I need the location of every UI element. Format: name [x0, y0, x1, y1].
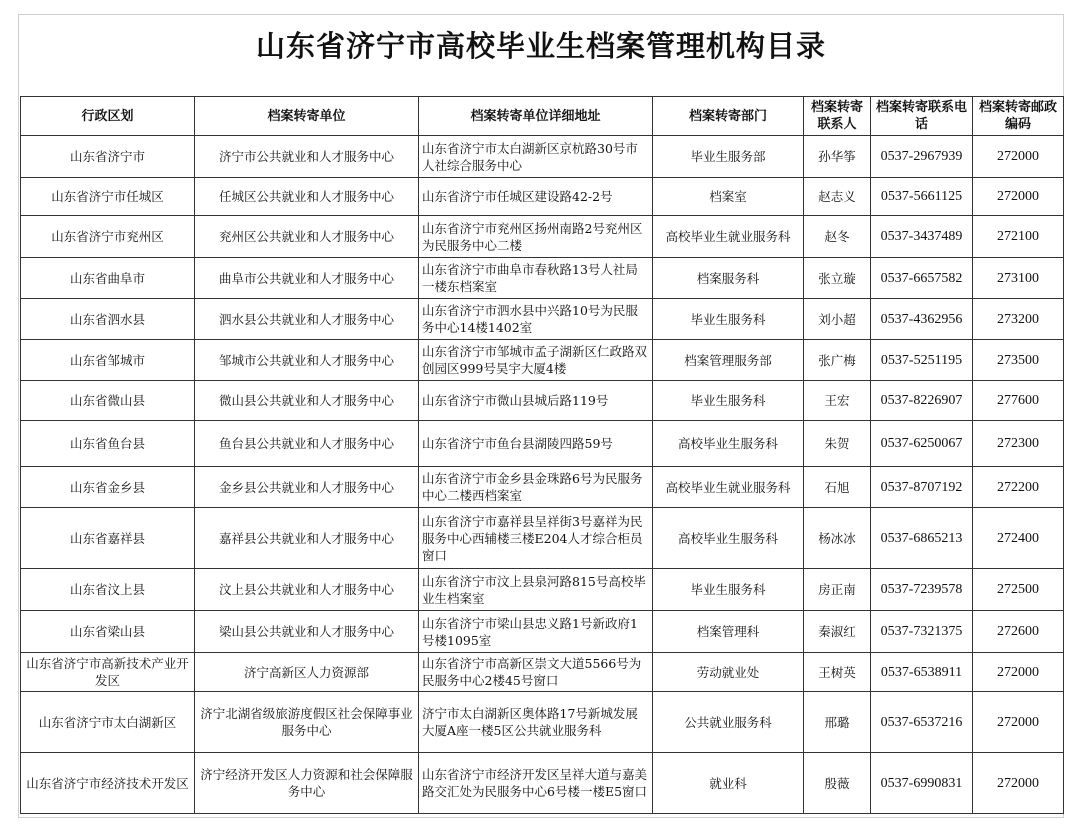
cell-phone: 0537-2967939: [871, 136, 973, 178]
cell-contact: 王宏: [804, 381, 871, 421]
cell-zip: 272000: [973, 136, 1064, 178]
header-phone: 档案转寄联系电话: [871, 97, 973, 136]
cell-contact: 王树英: [804, 653, 871, 692]
cell-region: 山东省济宁市太白湖新区: [21, 692, 195, 753]
cell-phone: 0537-6538911: [871, 653, 973, 692]
cell-zip: 272400: [973, 508, 1064, 569]
cell-dept: 毕业生服务部: [653, 136, 804, 178]
cell-region: 山东省金乡县: [21, 467, 195, 508]
cell-zip: 273500: [973, 340, 1064, 381]
page-title: 山东省济宁市高校毕业生档案管理机构目录: [255, 29, 826, 63]
cell-dept: 就业科: [653, 753, 804, 814]
cell-dept: 公共就业服务科: [653, 692, 804, 753]
directory-table: [20, 96, 1064, 814]
cell-contact: 石旭: [804, 467, 871, 508]
header-zip: 档案转寄邮政编码: [973, 97, 1064, 136]
cell-address: 山东省济宁市邹城市孟子湖新区仁政路双创园区999号昊宇大厦4楼: [419, 340, 653, 381]
cell-region: 山东省梁山县: [21, 611, 195, 653]
cell-zip: 272000: [973, 653, 1064, 692]
cell-phone: 0537-6250067: [871, 421, 973, 467]
cell-address: 山东省济宁市太白湖新区京杭路30号市人社综合服务中心: [419, 136, 653, 178]
cell-phone: 0537-7239578: [871, 569, 973, 611]
table-row: [21, 611, 1064, 653]
cell-region: 山东省鱼台县: [21, 421, 195, 467]
cell-region: 山东省济宁市兖州区: [21, 216, 195, 258]
cell-dept: 档案管理科: [653, 611, 804, 653]
cell-region: 山东省汶上县: [21, 569, 195, 611]
cell-dept: 毕业生服务科: [653, 381, 804, 421]
header-dept: 档案转寄部门: [653, 97, 804, 136]
cell-zip: 272200: [973, 467, 1064, 508]
cell-region: 山东省嘉祥县: [21, 508, 195, 569]
cell-zip: 272100: [973, 216, 1064, 258]
table-row: [21, 653, 1064, 692]
cell-contact: 杨冰冰: [804, 508, 871, 569]
cell-contact: 赵志义: [804, 178, 871, 216]
cell-phone: 0537-6865213: [871, 508, 973, 569]
cell-unit: 曲阜市公共就业和人才服务中心: [195, 258, 419, 299]
table-row: [21, 258, 1064, 299]
cell-phone: 0537-5251195: [871, 340, 973, 381]
cell-address: 山东省济宁市微山县城后路119号: [419, 381, 653, 421]
table-row: [21, 421, 1064, 467]
cell-unit: 任城区公共就业和人才服务中心: [195, 178, 419, 216]
cell-address: 山东省济宁市经济开发区呈祥大道与嘉美路交汇处为民服务中心6号楼一楼E5窗口: [419, 753, 653, 814]
cell-contact: 殷薇: [804, 753, 871, 814]
cell-zip: 272300: [973, 421, 1064, 467]
cell-address: 山东省济宁市金乡县金珠路6号为民服务中心二楼西档案室: [419, 467, 653, 508]
cell-contact: 孙华筝: [804, 136, 871, 178]
table-row: [21, 381, 1064, 421]
cell-phone: 0537-6537216: [871, 692, 973, 753]
cell-phone: 0537-7321375: [871, 611, 973, 653]
cell-unit: 微山县公共就业和人才服务中心: [195, 381, 419, 421]
cell-address: 山东省济宁市梁山县忠义路1号新政府1号楼1095室: [419, 611, 653, 653]
cell-dept: 高校毕业生就业服务科: [653, 467, 804, 508]
header-contact: 档案转寄联系人: [804, 97, 871, 136]
table-row: [21, 753, 1064, 814]
header-unit: 档案转寄单位: [195, 97, 419, 136]
cell-phone: 0537-5661125: [871, 178, 973, 216]
cell-phone: 0537-8226907: [871, 381, 973, 421]
cell-contact: 秦淑红: [804, 611, 871, 653]
cell-unit: 汶上县公共就业和人才服务中心: [195, 569, 419, 611]
cell-phone: 0537-6657582: [871, 258, 973, 299]
cell-zip: 272000: [973, 692, 1064, 753]
cell-unit: 邹城市公共就业和人才服务中心: [195, 340, 419, 381]
cell-address: 山东省济宁市汶上县泉河路815号高校毕业生档案室: [419, 569, 653, 611]
cell-zip: 272000: [973, 753, 1064, 814]
cell-address: 山东省济宁市嘉祥县呈祥街3号嘉祥为民服务中心西辅楼三楼E204人才综合柜员窗口: [419, 508, 653, 569]
cell-contact: 张广梅: [804, 340, 871, 381]
cell-zip: 273200: [973, 299, 1064, 340]
cell-contact: 张立璇: [804, 258, 871, 299]
cell-phone: 0537-6990831: [871, 753, 973, 814]
cell-unit: 金乡县公共就业和人才服务中心: [195, 467, 419, 508]
cell-zip: 277600: [973, 381, 1064, 421]
cell-region: 山东省济宁市: [21, 136, 195, 178]
cell-phone: 0537-4362956: [871, 299, 973, 340]
cell-phone: 0537-3437489: [871, 216, 973, 258]
cell-region: 山东省济宁市任城区: [21, 178, 195, 216]
cell-dept: 高校毕业生服务科: [653, 421, 804, 467]
cell-contact: 刘小超: [804, 299, 871, 340]
cell-contact: 朱贺: [804, 421, 871, 467]
header-row: [21, 97, 1064, 136]
cell-address: 济宁市太白湖新区奥体路17号新城发展大厦A座一楼5区公共就业服务科: [419, 692, 653, 753]
cell-dept: 毕业生服务科: [653, 299, 804, 340]
table-row: [21, 178, 1064, 216]
cell-region: 山东省曲阜市: [21, 258, 195, 299]
cell-zip: 272600: [973, 611, 1064, 653]
cell-dept: 毕业生服务科: [653, 569, 804, 611]
cell-zip: 272000: [973, 178, 1064, 216]
cell-unit: 济宁高新区人力资源部: [195, 653, 419, 692]
cell-unit: 兖州区公共就业和人才服务中心: [195, 216, 419, 258]
cell-dept: 高校毕业生服务科: [653, 508, 804, 569]
cell-unit: 济宁经济开发区人力资源和社会保障服务中心: [195, 753, 419, 814]
cell-dept: 档案室: [653, 178, 804, 216]
cell-address: 山东省济宁市兖州区扬州南路2号兖州区为民服务中心二楼: [419, 216, 653, 258]
cell-address: 山东省济宁市泗水县中兴路10号为民服务中心14楼1402室: [419, 299, 653, 340]
cell-dept: 档案管理服务部: [653, 340, 804, 381]
table-row: [21, 467, 1064, 508]
table-row: [21, 216, 1064, 258]
cell-region: 山东省微山县: [21, 381, 195, 421]
cell-region: 山东省邹城市: [21, 340, 195, 381]
cell-address: 山东省济宁市高新区崇文大道5566号为民服务中心2楼45号窗口: [419, 653, 653, 692]
header-address: 档案转寄单位详细地址: [419, 97, 653, 136]
cell-unit: 嘉祥县公共就业和人才服务中心: [195, 508, 419, 569]
header-region: 行政区划: [21, 97, 195, 136]
cell-contact: 邢璐: [804, 692, 871, 753]
cell-region: 山东省泗水县: [21, 299, 195, 340]
cell-address: 山东省济宁市任城区建设路42-2号: [419, 178, 653, 216]
cell-unit: 泗水县公共就业和人才服务中心: [195, 299, 419, 340]
table-row: [21, 692, 1064, 753]
cell-zip: 273100: [973, 258, 1064, 299]
cell-dept: 档案服务科: [653, 258, 804, 299]
cell-contact: 房正南: [804, 569, 871, 611]
cell-unit: 济宁市公共就业和人才服务中心: [195, 136, 419, 178]
table-row: [21, 340, 1064, 381]
cell-unit: 济宁北湖省级旅游度假区社会保障事业服务中心: [195, 692, 419, 753]
cell-region: 山东省济宁市高新技术产业开发区: [21, 653, 195, 692]
table-body: [21, 136, 1064, 814]
cell-region: 山东省济宁市经济技术开发区: [21, 753, 195, 814]
cell-phone: 0537-8707192: [871, 467, 973, 508]
table-row: [21, 569, 1064, 611]
cell-unit: 鱼台县公共就业和人才服务中心: [195, 421, 419, 467]
cell-contact: 赵冬: [804, 216, 871, 258]
table-row: [21, 136, 1064, 178]
table-row: [21, 299, 1064, 340]
cell-unit: 梁山县公共就业和人才服务中心: [195, 611, 419, 653]
cell-dept: 劳动就业处: [653, 653, 804, 692]
cell-address: 山东省济宁市曲阜市春秋路13号人社局一楼东档案室: [419, 258, 653, 299]
cell-dept: 高校毕业生就业服务科: [653, 216, 804, 258]
cell-address: 山东省济宁市鱼台县湖陵四路59号: [419, 421, 653, 467]
cell-zip: 272500: [973, 569, 1064, 611]
table-row: [21, 508, 1064, 569]
